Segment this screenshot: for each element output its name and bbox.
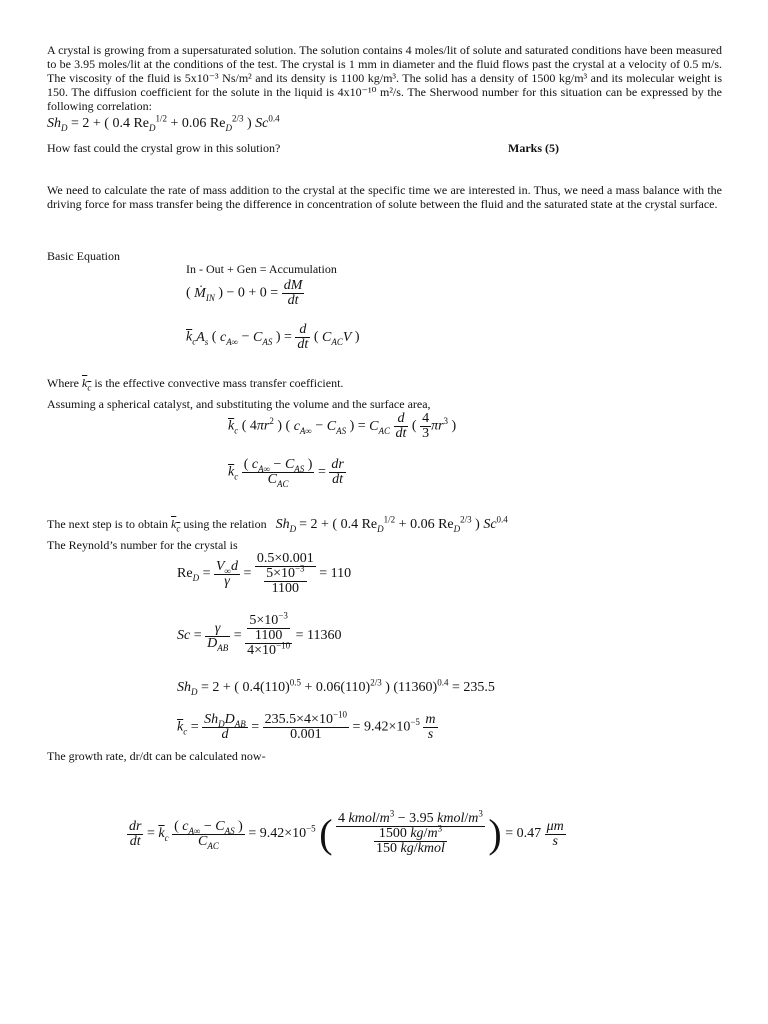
growth-rate-equation: $\frac{dr}{dt}$ = $\overline{k}_c$ $\frac{( c_{A\infty} - C_{AS} )}{C_{AC}}$ = $9.42\times 10^{-5}$ ( $\frac{4 kmol/m^3 - 3.95 kmol/m^3}{\frac{1500 kg/m^3}{\text{150 kg/kmol}}}$ ) = 0.47 $\frac{\mu m}{s}$: [129, 808, 564, 856]
kc-exponent: −5: [410, 717, 420, 728]
sherwood-correlation-inline: $Sh_D$: [275, 517, 297, 534]
next-step-line: [47, 514, 508, 534]
sherwood-inline-rest: = 2 + ( 0.4 $Re_D^{1/2} + 0.06$ $Re_D^{2/3}$ ) $Sc^{0.4}$: [299, 514, 508, 534]
basic-equation-label: Basic Equation: [47, 249, 120, 263]
question-text: How fast could the crystal grow in this solution?: [47, 141, 281, 155]
next-step-suffix: using the relation: [183, 517, 267, 531]
growth-value: 0.47: [516, 826, 542, 842]
sherwood-equation: $Sh_D = 2$ + ( $0.4(110)^{0.5} + 0.06(110)^{2/3}$ ) $(11360)^{0.4} = 235.5$: [177, 677, 495, 697]
growth-rate-label: The growth rate, dr/dt can be calculated now-: [47, 749, 266, 763]
sherwood-correlation: $Sh_D = 2$ + ( 0.4 $Re_D^{1/2} + 0.06$ $Re_D^{2/3}$ ) $Sc^{0.4}$: [47, 113, 280, 133]
where-line: [47, 376, 344, 393]
kc-symbol-2: $k_c$: [170, 517, 181, 534]
solution-intro: We need to calculate the rate of mass addition to the crystal at the specific time we are interested in. Thus, we need a mass balance with the driving force for mass transfer being the difference in concentration of solute between the fluid and the saturated state at the crystal surface.: [47, 183, 722, 211]
next-step-prefix: The next step is to obtain: [47, 517, 168, 531]
sphere-equation: $\overline{k}_c$ ( $4\pi r^2$ ) ( $c_{A\infty} - C_{AS}$ ) = $C_{AC}$ $\frac{d}{dt}$ ( $\frac{4}{3}$ $\pi r^3$ ): [228, 411, 457, 441]
re-value: 110: [330, 566, 352, 582]
marks-label: Marks (5): [508, 141, 559, 155]
sh-value: 235.5: [463, 680, 495, 695]
balance-text: In - Out + Gen = Accumulation: [186, 262, 337, 276]
kc-value: 9.42×10: [363, 719, 411, 735]
kc-equation: $\overline{k}_c$ = $\frac{Sh_DD_{AB}}{d}$ = $\frac{235.5\times 4\times 10^{-10}}{0.001}$ = $9.42\times 10^{-5}$ $\frac{m}{s}$: [177, 709, 436, 742]
mass-balance-equation: ( Ṁ$_{IN}$ ) − 0 + 0 = $\frac{dM}{dt}$: [186, 278, 303, 308]
assuming-text: Assuming a spherical catalyst, and substituting the volume and the surface area,: [47, 397, 431, 411]
reynolds-label: The Reynold’s number for the crystal is: [47, 538, 238, 552]
kc-as-equation: $\overline{k}_cA_s$ ( $c_{A\infty} - C_{AS}$ ) = $\frac{d}{dt}$ ( $C_{AC}V$ ): [186, 322, 360, 352]
dr-dt-equation: $\overline{k}_c$ $\frac{( c_{A\infty} - C_{AS} )}{C_{AC}}$ = $\frac{dr}{dt}$: [228, 457, 344, 489]
reynolds-equation: $Re_D$ = $\frac{V_\infty d}{\gamma}$ = $\frac{0.5\times 0.001}{\frac{5\times 10^{-3}}{1100}}$ = 110: [177, 551, 352, 596]
sc-value: 11360: [307, 628, 342, 644]
problem-statement: A crystal is growing from a supersaturated solution. The solution contains 4 moles/lit of solute and saturated conditions have been measured to be 3.95 moles/lit at the conditions of the test. The crystal is 1 mm in diameter and the fluid flows past the crystal at a velocity of 0.5 m/s. The viscosity of the fluid is 5x10⁻³ Ns/m² and its density is 1100 kg/m³. The solid has a density of 1500 kg/m³ and its molecular weight is 150. The diffusion coefficient for the solute in the liquid is 4x10⁻¹⁰ m²/s. The Sherwood number for this situation can be expressed by the following correlation:: [47, 43, 722, 113]
kc-symbol: $k_c$: [81, 376, 92, 393]
schmidt-equation: Sc = $\frac{\gamma}{D_{AB}}$ = $\frac{\frac{5\times 10^{-3}}{1100}}{4\times 10^{-10}}$ = 11360: [177, 610, 342, 658]
where-prefix: Where: [47, 376, 79, 390]
where-suffix: is the effective convective mass transfer coefficient.: [94, 376, 344, 390]
